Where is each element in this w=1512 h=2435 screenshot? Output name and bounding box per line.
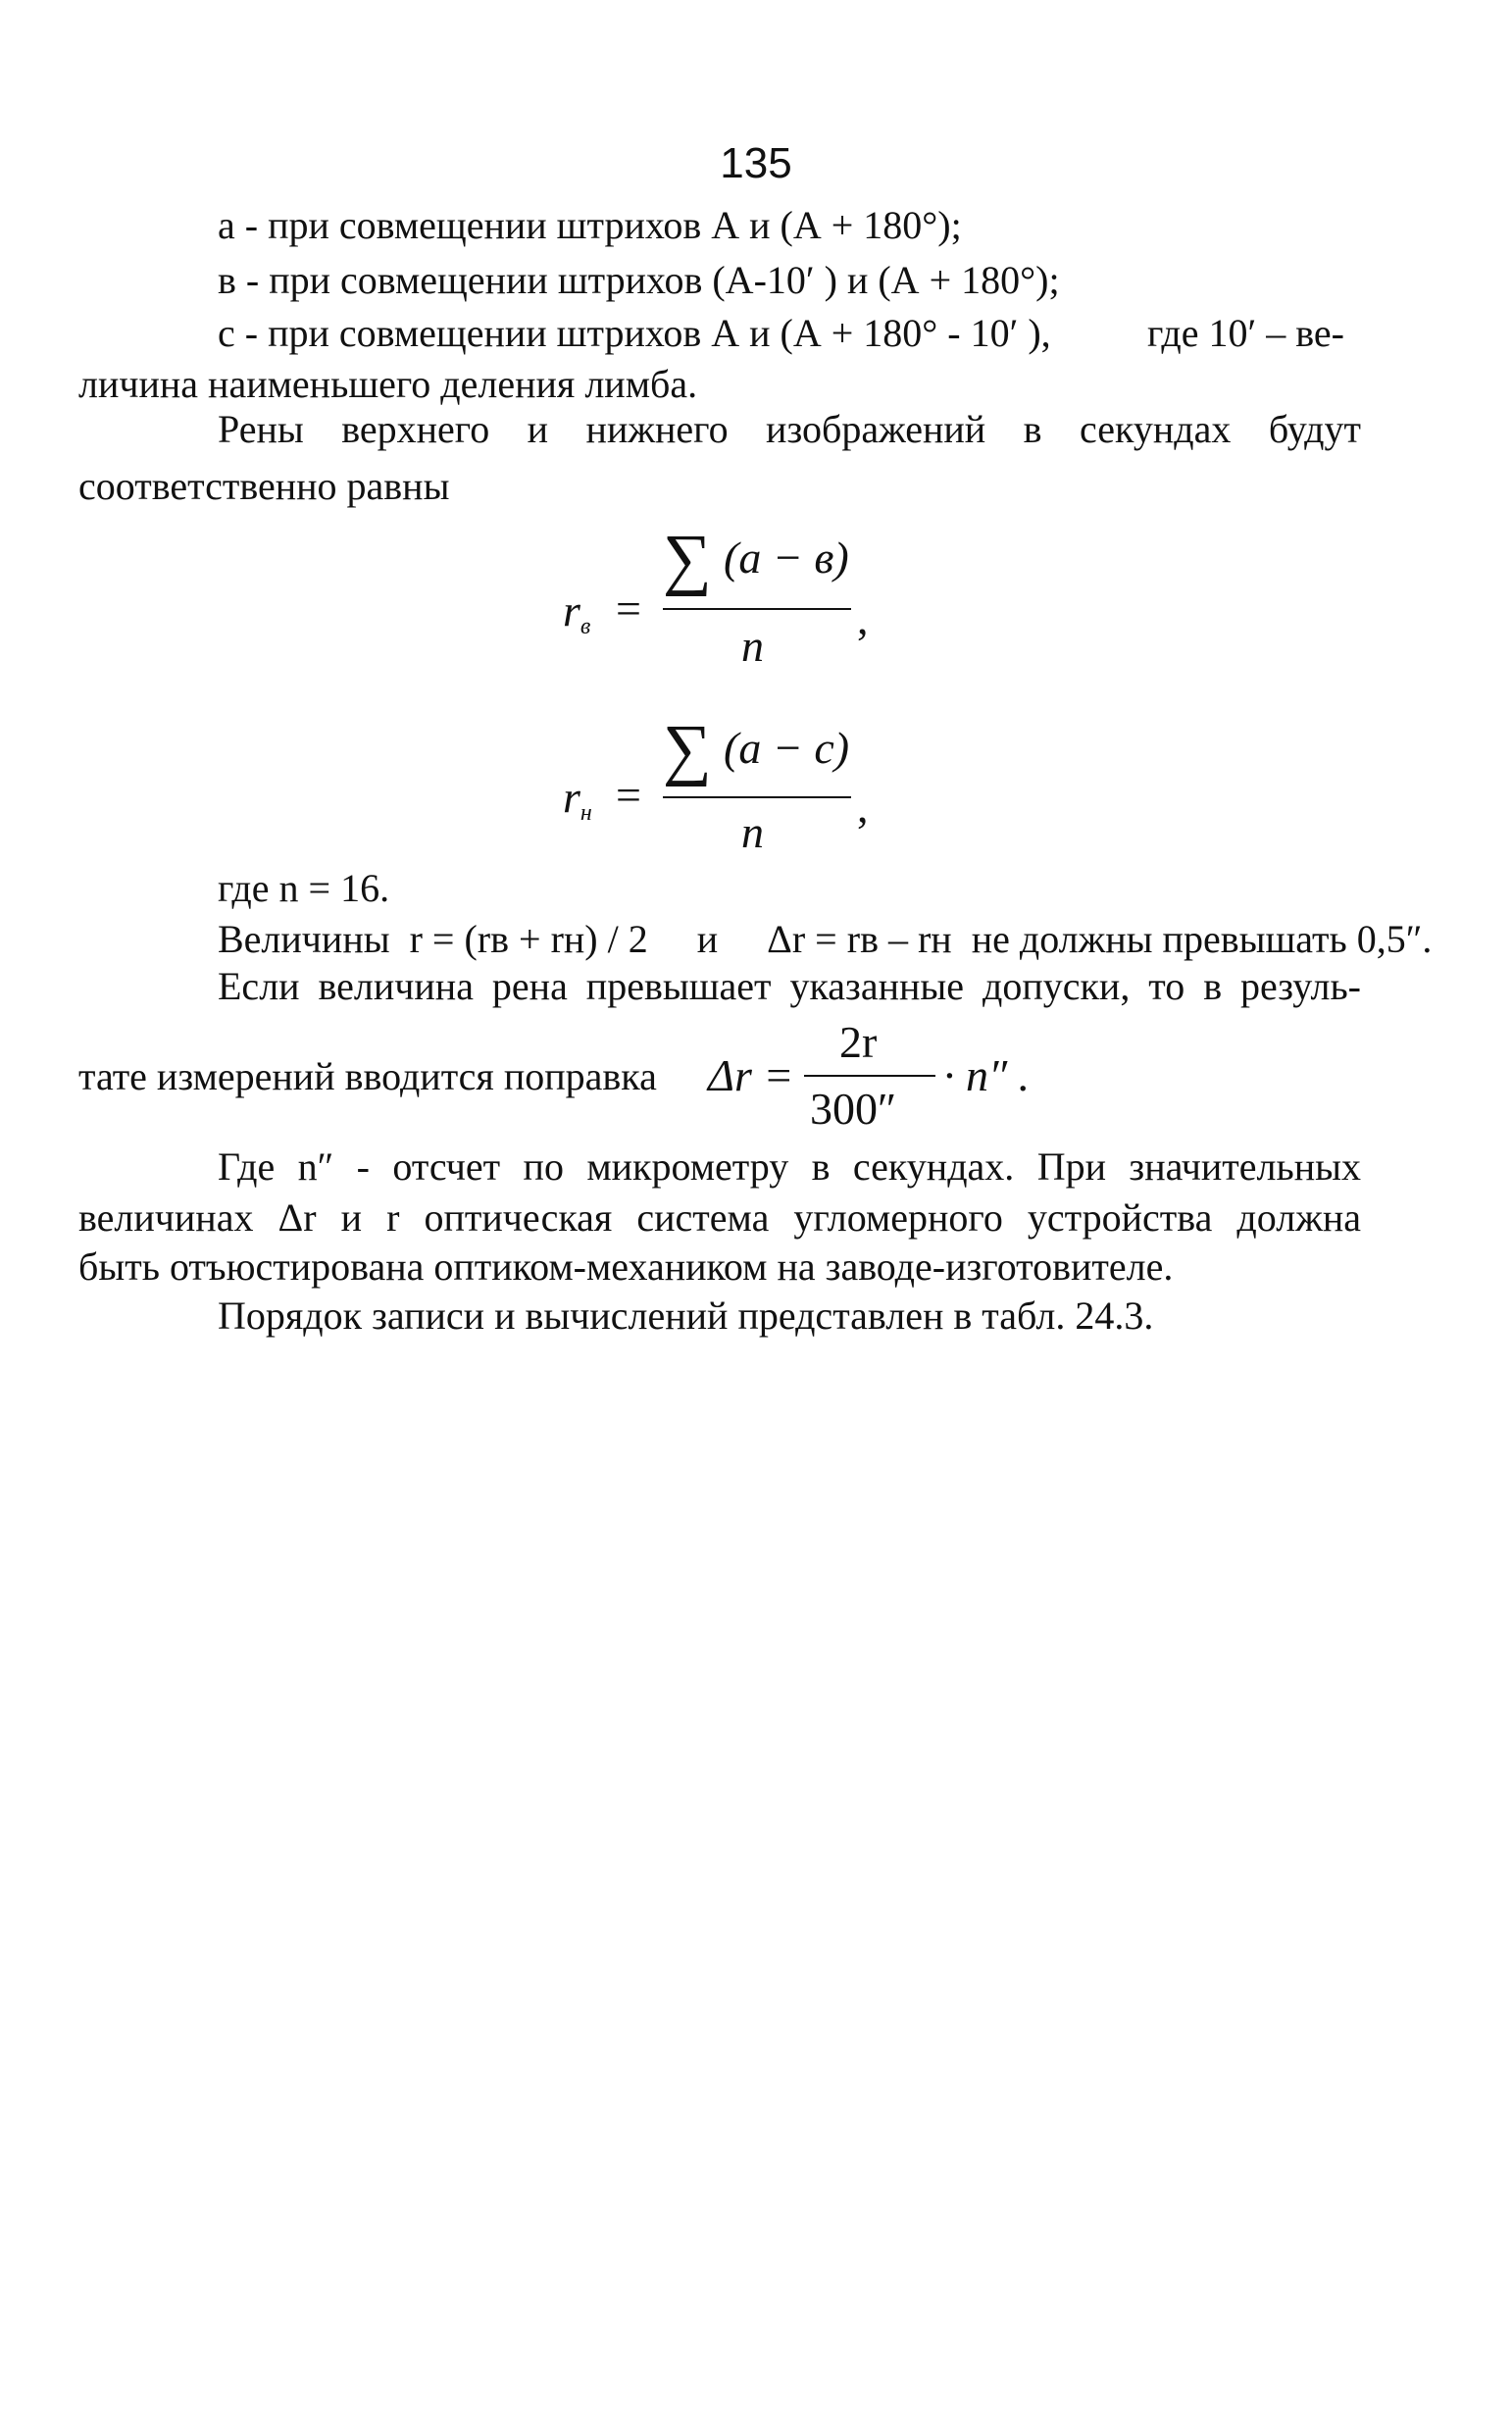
sum-icon: ∑ bbox=[663, 712, 712, 787]
magnitudes-line bbox=[218, 917, 1433, 961]
line-c-continuation: личина наименьшего деления лимба. bbox=[78, 362, 698, 406]
paragraph-3-line-2: тате измерений вводится поправка bbox=[78, 1054, 657, 1098]
paragraph-3-line-1: Если величина рена превышает указанные допуски, то в резуль- bbox=[218, 964, 1361, 1008]
magnitudes-suffix: не должны превышать 0,5″. bbox=[971, 917, 1433, 961]
line-b: в - при совмещении штрихов (А-10′ ) и (А + 180°); bbox=[218, 258, 1060, 302]
formula-r-upper-numerator: (a − в) bbox=[724, 533, 849, 583]
where-n-line: где n = 16. bbox=[218, 866, 390, 910]
paragraph-4-line-3: быть отъюстирована оптиком-механиком на заводе-изготовителе. bbox=[78, 1244, 1174, 1289]
line-c-end: где 10′ – ве- bbox=[1147, 311, 1344, 355]
formula-r-upper-eq: = bbox=[616, 583, 641, 634]
correction-lhs: Δr = bbox=[708, 1050, 794, 1100]
magnitudes-expr-r: r = (rв + rн) / 2 bbox=[409, 917, 648, 961]
fraction-bar bbox=[663, 796, 851, 798]
formula-r-lower-eq: = bbox=[616, 770, 641, 820]
formula-r-lower-comma: , bbox=[857, 782, 869, 832]
formula-r-upper-comma: , bbox=[857, 593, 869, 643]
magnitudes-conj: и bbox=[696, 917, 719, 961]
formula-r-lower-numerator: (a − c) bbox=[724, 723, 850, 773]
line-a: а - при совмещении штрихов А и (А + 180°); bbox=[218, 203, 962, 247]
magnitudes-expr-dr: Δr = rв – rн bbox=[767, 917, 952, 961]
paragraph-4-line-1: Где n″ - отсчет по микрометру в секундах. При значительных bbox=[218, 1144, 1361, 1189]
correction-tail: · n″ . bbox=[943, 1050, 1031, 1100]
page-number: 135 bbox=[720, 139, 792, 187]
paragraph-4-line-2: величинах Δr и r оптическая система угломерного устройства должна bbox=[78, 1195, 1361, 1240]
formula-r-lower-lhs: $r_н$ bbox=[563, 772, 592, 826]
correction-denominator: 300″ bbox=[810, 1084, 897, 1134]
magnitudes-prefix: Величины bbox=[218, 917, 390, 961]
formula-r-upper-lhs: $r_в$ bbox=[563, 585, 591, 639]
correction-numerator: 2r bbox=[839, 1017, 878, 1067]
fraction-bar bbox=[663, 608, 851, 610]
paragraph-2-line-2: соответственно равны bbox=[78, 464, 450, 508]
formula-r-upper-denominator: n bbox=[741, 621, 764, 671]
fraction-bar bbox=[804, 1075, 935, 1077]
paragraph-2-line-1: Рены верхнего и нижнего изображений в секундах будут bbox=[218, 407, 1361, 451]
paragraph-5: Порядок записи и вычислений представлен в табл. 24.3. bbox=[218, 1294, 1154, 1338]
line-c-start: с - при совмещении штрихов А и (А + 180° - 10′ ), bbox=[218, 311, 1051, 355]
formula-r-lower-denominator: n bbox=[741, 807, 764, 857]
sum-icon: ∑ bbox=[663, 522, 712, 597]
